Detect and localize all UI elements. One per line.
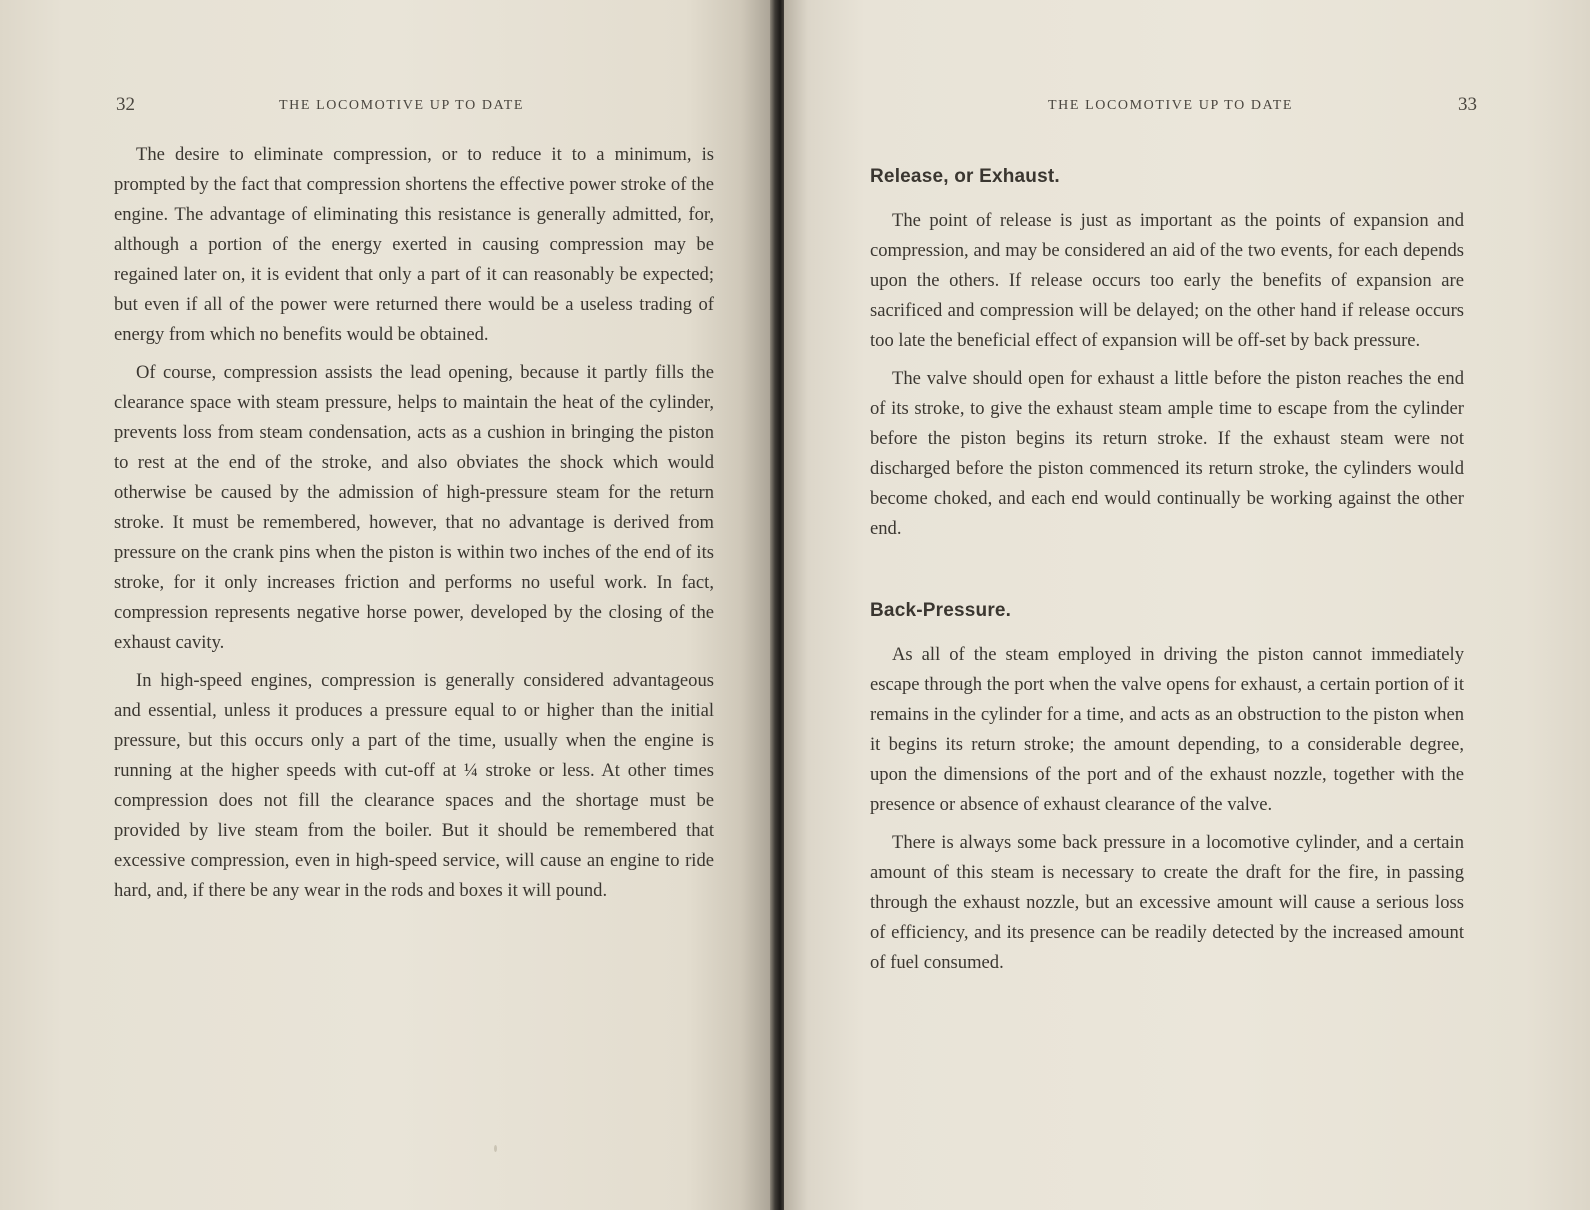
paragraph-compression-minimum: The desire to eliminate compression, or to reduce it to a minimum, is prompted by the fact that compression shortens the effective power stroke of the engine. The advantage of eliminating this resistance is generally admitted, for, although a portion of the energy exerted in causing compression may be regained later on, it is evident that only a part of it can reasonably be expected; but even if all of the power were returned there would be a useless trading of energy from which no benefits would be obtained. <box>114 144 714 345</box>
running-head-right: THE LOCOMOTIVE UP TO DATE <box>1048 98 1294 113</box>
running-head-left: THE LOCOMOTIVE UP TO DATE <box>279 98 525 113</box>
left-page-body <box>114 140 714 914</box>
section-heading-back-pressure: Back-Pressure. <box>870 600 1012 621</box>
paper-speck <box>494 1145 497 1152</box>
section-heading-release: Release, or Exhaust. <box>870 166 1060 187</box>
page-number-left: 32 <box>116 94 135 115</box>
right-page <box>784 0 1590 1210</box>
paragraph-steam-escape: As all of the steam employed in driving the piston cannot immediately escape through the port when the valve opens for exhaust, a certain portion of it remains in the cylinder for a time, and acts as an obstruction to the piston when it begins its return stroke; the amount depending, to a considerable degree, upon the dimensions of the port and of the exhaust nozzle, together with the presence or absence of exhaust clearance of the valve. <box>870 644 1464 815</box>
paragraph-valve-open-exhaust: The valve should open for exhaust a little before the piston reaches the end of its stroke, to give the exhaust steam ample time to escape from the cylinder before the piston begins its return stroke. If the exhaust steam were not discharged before the piston commenced its return stroke, the cylinders would become choked, and each end would continually be working against the other end. <box>870 368 1464 539</box>
paragraph-high-speed-engines: In high-speed engines, compression is generally considered advantageous and essential, unless it produces a pressure equal to or higher than the initial pressure, but this occurs only a part of the time, usually when the engine is running at the higher speeds with cut-off at ¼ stroke or less. At other times compression does not fill the clearance spaces and the shortage must be provided by live steam from the boiler. But it should be remembered that excessive compression, even in high-speed service, will cause an engine to ride hard, and, if there be any wear in the rods and boxes it will pound. <box>114 670 714 901</box>
paragraph-compression-lead-opening: Of course, compression assists the lead opening, because it partly fills the clearance space with steam pressure, helps to maintain the heat of the cylinder, prevents loss from steam condensation, acts as a cushion in bringing the piston to rest at the end of the stroke, and also obviates the shock which would otherwise be caused by the admission of high-pressure steam for the return stroke. It must be remembered, however, that no advantage is derived from pressure on the crank pins when the piston is within two inches of the end of its stroke, for it only increases friction and performs no useful work. In fact, compression represents negative horse power, developed by the closing of the exhaust cavity. <box>114 362 714 653</box>
right-page-body <box>870 162 1464 986</box>
paragraph-back-pressure-cylinder: There is always some back pressure in a locomotive cylinder, and a certain amount of this steam is necessary to create the draft for the fire, in passing through the exhaust nozzle, but an excessive amount will cause a serious loss of efficiency, and its presence can be readily detected by the increased amount of fuel consumed. <box>870 832 1464 973</box>
page-number-right: 33 <box>1458 94 1477 115</box>
left-page <box>0 0 780 1210</box>
paragraph-point-of-release: The point of release is just as important as the points of expansion and compression, and may be considered an aid of the two events, for each depends upon the others. If release occurs too early the benefits of expansion are sacrificed and compression will be delayed; on the other hand if release occurs too late the beneficial effect of expansion will be off-set by back pressure. <box>870 210 1464 351</box>
